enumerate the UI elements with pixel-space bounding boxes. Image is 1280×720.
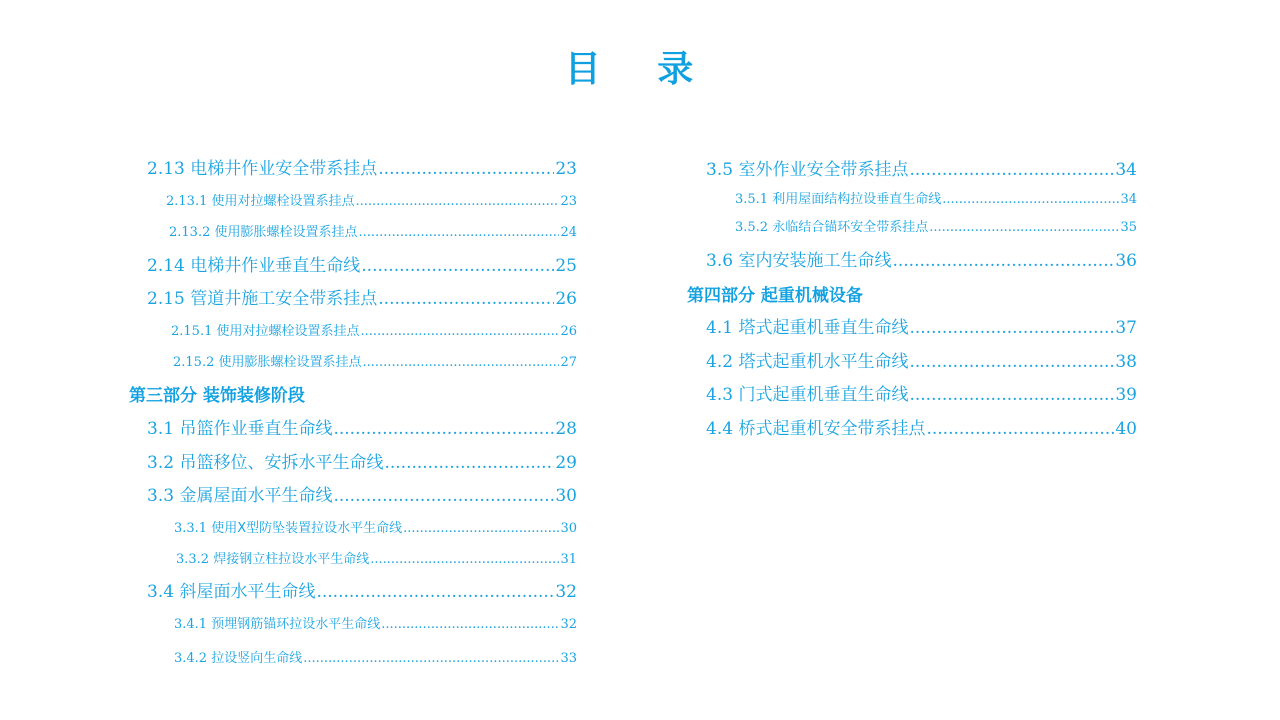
toc-entry[interactable] — [166, 190, 577, 210]
toc-entry-page: 26 — [555, 289, 577, 309]
toc-leader-dots — [403, 521, 559, 536]
toc-entry-number: 3.3.2 — [176, 552, 210, 567]
toc-entry-label: 使用对拉螺栓设置系挂点 — [216, 324, 360, 339]
toc-leader-dots — [333, 419, 554, 439]
toc-entry-label: 使用X型防坠装置拉设水平生命线 — [211, 521, 403, 536]
toc-entry-number: 4.1 — [706, 318, 734, 338]
toc-leader-dots — [926, 419, 1114, 439]
toc-entry-label: 使用对拉螺栓设置系挂点 — [211, 194, 355, 209]
toc-entry[interactable] — [169, 221, 577, 241]
toc-entry[interactable] — [706, 313, 1137, 337]
toc-entry-label: 永临结合锚环安全带系挂点 — [772, 220, 929, 235]
toc-entry-label: 使用膨胀螺栓设置系挂点 — [218, 355, 362, 370]
toc-entry-page: 23 — [555, 159, 577, 179]
toc-leader-dots — [356, 194, 560, 209]
toc-entry-label: 吊篮移位、安拆水平生命线 — [179, 453, 384, 473]
toc-leader-dots — [909, 160, 1114, 180]
toc-entry-label: 室内安装施工生命线 — [738, 251, 892, 271]
toc-entry-number: 4.4 — [706, 419, 734, 439]
part-heading[interactable]: 第三部分 装饰装修阶段 — [129, 386, 305, 406]
toc-entry[interactable] — [174, 613, 577, 633]
toc-entry-number: 3.4.1 — [174, 617, 208, 632]
toc-entry[interactable] — [173, 351, 577, 371]
toc-leader-dots — [370, 552, 559, 567]
toc-leader-dots — [384, 453, 554, 473]
toc-leader-dots — [909, 318, 1114, 338]
toc-entry-number: 2.14 — [147, 256, 185, 276]
toc-entry[interactable] — [706, 414, 1137, 438]
toc-entry-page: 30 — [555, 486, 577, 506]
toc-leader-dots — [909, 385, 1114, 405]
toc-entry-page: 36 — [1115, 251, 1137, 271]
toc-entry[interactable] — [174, 647, 577, 667]
part-heading[interactable]: 第四部分 起重机械设备 — [687, 286, 863, 306]
toc-entry-page: 38 — [1115, 352, 1137, 372]
toc-entry-page: 31 — [560, 552, 577, 567]
toc-entry[interactable] — [147, 577, 577, 601]
toc-entry-number: 3.5.2 — [735, 220, 769, 235]
toc-entry-number: 3.5.1 — [735, 192, 769, 207]
toc-entry[interactable] — [706, 155, 1137, 179]
toc-entry[interactable] — [706, 246, 1137, 270]
toc-leader-dots — [378, 289, 554, 309]
toc-entry-number: 3.1 — [147, 419, 175, 439]
toc-entry[interactable] — [147, 284, 577, 308]
toc-leader-dots — [361, 256, 554, 276]
toc-entry-page: 32 — [560, 617, 577, 632]
toc-leader-dots — [892, 251, 1114, 271]
toc-entry-page: 37 — [1115, 318, 1137, 338]
toc-leader-dots — [909, 352, 1114, 372]
toc-entry-number: 3.6 — [706, 251, 734, 271]
toc-entry-number: 3.5 — [706, 160, 734, 180]
toc-entry[interactable] — [147, 448, 577, 472]
toc-entry-label: 拉设竖向生命线 — [211, 651, 303, 666]
toc-entry[interactable] — [171, 320, 577, 340]
toc-entry-number: 4.3 — [706, 385, 734, 405]
toc-entry-label: 门式起重机垂直生命线 — [738, 385, 909, 405]
toc-leader-dots — [378, 159, 554, 179]
toc-entry-label: 斜屋面水平生命线 — [179, 582, 316, 602]
toc-leader-dots — [359, 225, 560, 240]
toc-entry-number: 2.15.2 — [173, 355, 215, 370]
toc-leader-dots — [942, 192, 1119, 207]
toc-entry-page: 34 — [1120, 192, 1137, 207]
toc-entry-label: 室外作业安全带系挂点 — [738, 160, 909, 180]
toc-entry-number: 3.2 — [147, 453, 175, 473]
toc-leader-dots — [929, 220, 1119, 235]
toc-entry-number: 2.13.1 — [166, 194, 208, 209]
toc-entry-label: 塔式起重机垂直生命线 — [738, 318, 909, 338]
toc-entry-page: 25 — [555, 256, 577, 276]
toc-entry-number: 3.3 — [147, 486, 175, 506]
toc-entry-label: 电梯井作业垂直生命线 — [190, 256, 361, 276]
toc-entry-number: 3.4 — [147, 582, 175, 602]
toc-entry[interactable] — [147, 154, 577, 178]
toc-entry[interactable] — [147, 481, 577, 505]
toc-entry-page: 28 — [555, 419, 577, 439]
toc-leader-dots — [333, 486, 554, 506]
toc-entry[interactable] — [176, 548, 577, 568]
toc-entry-label: 吊篮作业垂直生命线 — [179, 419, 333, 439]
toc-entry-page: 30 — [560, 521, 577, 536]
toc-entry-label: 桥式起重机安全带系挂点 — [738, 419, 926, 439]
toc-entry-page: 33 — [560, 651, 577, 666]
page-title: 目 录 — [564, 49, 716, 90]
toc-entry-number: 3.3.1 — [174, 521, 208, 536]
toc-entry-number: 2.13.2 — [169, 225, 211, 240]
toc-entry-label: 使用膨胀螺栓设置系挂点 — [214, 225, 358, 240]
toc-entry[interactable] — [706, 380, 1137, 404]
toc-leader-dots — [303, 651, 559, 666]
toc-entry[interactable] — [147, 251, 577, 275]
toc-entry-page: 40 — [1115, 419, 1137, 439]
toc-entry-number: 2.13 — [147, 159, 185, 179]
toc-entry-number: 2.15 — [147, 289, 185, 309]
toc-leader-dots — [316, 582, 554, 602]
toc-entry[interactable] — [147, 414, 577, 438]
toc-entry-label: 管道井施工安全带系挂点 — [190, 289, 378, 309]
toc-entry-label: 电梯井作业安全带系挂点 — [190, 159, 378, 179]
toc-entry-page: 34 — [1115, 160, 1137, 180]
toc-entry-page: 26 — [560, 324, 577, 339]
toc-entry[interactable] — [735, 188, 1137, 208]
toc-entry[interactable] — [735, 216, 1137, 236]
toc-entry-number: 3.4.2 — [174, 651, 208, 666]
toc-leader-dots — [361, 324, 560, 339]
toc-entry-page: 24 — [560, 225, 577, 240]
toc-entry-page: 32 — [555, 582, 577, 602]
toc-leader-dots — [381, 617, 559, 632]
toc-entry[interactable] — [174, 517, 577, 537]
toc-entry-page: 27 — [560, 355, 577, 370]
toc-entry-number: 4.2 — [706, 352, 734, 372]
toc-entry-page: 29 — [555, 453, 577, 473]
toc-entry-label: 塔式起重机水平生命线 — [738, 352, 909, 372]
toc-entry-label: 金属屋面水平生命线 — [179, 486, 333, 506]
toc-entry-label: 预埋钢筋锚环拉设水平生命线 — [211, 617, 381, 632]
toc-entry-number: 2.15.1 — [171, 324, 213, 339]
toc-entry-page: 23 — [560, 194, 577, 209]
toc-leader-dots — [363, 355, 560, 370]
toc-entry[interactable] — [706, 347, 1137, 371]
toc-entry-page: 39 — [1115, 385, 1137, 405]
toc-entry-page: 35 — [1120, 220, 1137, 235]
toc-entry-label: 利用屋面结构拉设垂直生命线 — [772, 192, 942, 207]
toc-entry-label: 焊接钢立柱拉设水平生命线 — [213, 552, 370, 567]
